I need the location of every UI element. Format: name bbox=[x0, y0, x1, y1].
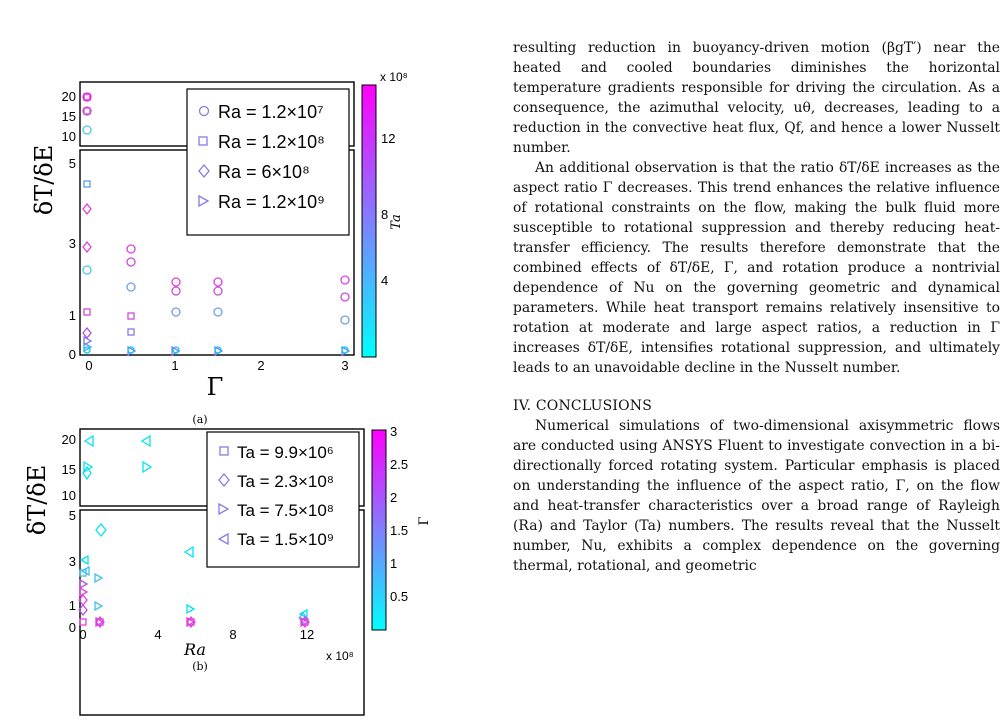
legend-entry: Ta = 1.5×10⁹ bbox=[237, 530, 335, 549]
legend-entry: Ta = 7.5×10⁸ bbox=[237, 501, 334, 520]
marker-circle bbox=[172, 287, 180, 295]
marker-square bbox=[80, 619, 86, 625]
marker-triangle-right bbox=[187, 605, 194, 613]
marker-circle bbox=[341, 276, 349, 284]
fig-b-colorbar-tick: 0.5 bbox=[390, 589, 409, 604]
marker-circle bbox=[214, 308, 222, 316]
marker-circle bbox=[341, 316, 349, 324]
marker-circle bbox=[127, 258, 135, 266]
fig-b-bottom-tick: 0 bbox=[68, 620, 76, 635]
marker-triangle-left bbox=[85, 436, 93, 446]
legend-entry: Ra = 1.2×10⁷ bbox=[218, 102, 324, 122]
fig-b-x-tick: 12 bbox=[299, 627, 315, 642]
marker-square bbox=[84, 108, 90, 114]
fig-a-x-tick: 2 bbox=[257, 358, 265, 373]
marker-diamond bbox=[83, 242, 91, 252]
fig-a-colorbar-tick: 8 bbox=[381, 207, 389, 222]
marker-circle bbox=[172, 278, 180, 286]
legend-entry: Ta = 9.9×10⁶ bbox=[237, 443, 334, 462]
marker-circle bbox=[127, 245, 135, 253]
figure-a bbox=[30, 70, 408, 426]
fig-a-colorbar bbox=[362, 85, 376, 357]
marker-square bbox=[84, 181, 90, 187]
text-column bbox=[513, 38, 1000, 576]
fig-b-colorbar-label: Γ bbox=[417, 516, 432, 526]
figure-b bbox=[23, 424, 432, 715]
fig-b-top-tick: 10 bbox=[61, 488, 76, 503]
legend-entry: Ra = 1.2×10⁹ bbox=[218, 192, 325, 212]
marker-square bbox=[84, 309, 90, 315]
fig-a-bottom-tick: 0 bbox=[68, 347, 76, 362]
fig-a-bottom-tick: 5 bbox=[68, 156, 76, 171]
fig-b-x-tick: 0 bbox=[79, 627, 87, 642]
fig-a-x-tick: 0 bbox=[85, 358, 93, 373]
marker-triangle-left bbox=[81, 556, 88, 564]
fig-a-top-tick: 10 bbox=[61, 129, 76, 144]
marker-triangle-right bbox=[95, 574, 102, 582]
fig-a-bottom-tick: 3 bbox=[68, 236, 76, 251]
fig-a-colorbar-tick: 4 bbox=[381, 273, 389, 288]
legend-entry: Ra = 6×10⁸ bbox=[218, 162, 310, 182]
fig-b-top-tick: 15 bbox=[61, 462, 76, 477]
marker-circle bbox=[341, 293, 349, 301]
fig-a-caption: (a) bbox=[192, 413, 208, 426]
fig-b-colorbar-tick: 1.5 bbox=[390, 523, 409, 538]
fig-a-bottom-tick: 1 bbox=[68, 308, 76, 323]
marker-diamond bbox=[83, 204, 91, 214]
fig-b-x-tick: 4 bbox=[154, 627, 162, 642]
marker-square bbox=[128, 313, 134, 319]
legend-entry: Ta = 2.3×10⁸ bbox=[237, 472, 334, 491]
fig-b-legend bbox=[207, 432, 359, 567]
fig-a-ylabel: δT/δE bbox=[30, 144, 58, 216]
fig-a-colorbar-tick: 12 bbox=[381, 131, 396, 146]
fig-b-x-multiplier: x 10⁸ bbox=[326, 649, 354, 663]
fig-a-top-tick: 20 bbox=[61, 89, 76, 104]
fig-a-x-tick: 3 bbox=[341, 358, 349, 373]
marker-diamond bbox=[96, 524, 106, 536]
section-heading: IV. CONCLUSIONS bbox=[513, 398, 653, 414]
fig-b-caption: (b) bbox=[192, 660, 208, 673]
fig-a-colorbar-label: Ta bbox=[389, 214, 404, 230]
marker-circle bbox=[83, 126, 91, 134]
marker-circle bbox=[214, 287, 222, 295]
fig-b-colorbar-tick: 1 bbox=[390, 556, 398, 571]
marker-square bbox=[128, 329, 134, 335]
fig-b-colorbar-tick: 2 bbox=[390, 490, 398, 505]
marker-circle bbox=[127, 283, 135, 291]
fig-a-x-tick: 1 bbox=[171, 358, 179, 373]
marker-triangle-right bbox=[95, 602, 102, 610]
fig-b-x-tick: 8 bbox=[229, 627, 237, 642]
marker-triangle-right bbox=[143, 462, 151, 472]
marker-square bbox=[84, 94, 90, 100]
fig-b-bottom-tick: 1 bbox=[68, 598, 76, 613]
paragraph-3: Numerical simulations of two-dimensional axisymmetric flows are conducted using ANSYS Fluent to investigate convection in a bi-directionally forced rotating system. Particular emphasis is placed on understanding the influence of the aspect ratio, Γ, on the flow and heat-transfer characteristics over a broad range of Rayleigh (Ra) and Taylor (Ta) numbers. The results reveal that the Nusselt number, Nu, exhibits a complex dependence on the governing thermal, rotational, and geometric bbox=[513, 418, 1000, 574]
fig-a-legend bbox=[187, 89, 349, 235]
legend-entry: Ra = 1.2×10⁸ bbox=[218, 132, 325, 152]
fig-a-xlabel: Γ bbox=[206, 373, 224, 401]
paragraph-1: resulting reduction in buoyancy-driven motion (βgT′) near the heated and cooled boundaries diminishes the horizontal temperature gradients responsible for driving the circulation. As a consequence, the azimuthal velocity, uθ, decreases, leading to a reduction in the convective heat flux, Qf, and hence a lower Nusselt number. bbox=[513, 40, 1000, 156]
fig-b-bottom-tick: 3 bbox=[68, 554, 76, 569]
fig-b-top-tick: 20 bbox=[61, 432, 76, 447]
fig-a-colorbar-multiplier: x 10⁸ bbox=[380, 70, 408, 84]
marker-circle bbox=[83, 266, 91, 274]
fig-b-colorbar bbox=[372, 430, 386, 630]
marker-circle bbox=[172, 308, 180, 316]
marker-triangle-left bbox=[185, 547, 193, 557]
paragraph-2: An additional observation is that the ratio δT/δE increases as the aspect ratio Γ decreases. This trend enhances the relative influence of rotational constraints on the flow, making the bulk fluid more susceptible to rotational suppression and thereby reducing heat-transfer efficiency. The results therefore demonstrate that the combined effects of δT/δE, Γ, and rotation produce a nontrivial dependence of Nu on the governing geometric and dynamical parameters. While heat transport remains relatively insensitive to rotation at moderate and large aspect ratios, a reduction in Γ increases δT/δE, intensifies rotational suppression, and ultimately leads to an unavoidable decline in the Nusselt number. bbox=[513, 160, 1000, 376]
fig-b-ylabel: δT/δE bbox=[23, 464, 51, 536]
marker-circle bbox=[214, 278, 222, 286]
fig-b-colorbar-tick: 2.5 bbox=[390, 457, 409, 472]
fig-b-bottom-tick: 5 bbox=[68, 508, 76, 523]
marker-triangle-right bbox=[80, 580, 87, 588]
fig-b-colorbar-tick: 3 bbox=[390, 424, 398, 439]
marker-triangle-left bbox=[142, 436, 150, 446]
fig-b-xlabel: Ra bbox=[184, 640, 206, 659]
fig-a-top-tick: 15 bbox=[61, 109, 76, 124]
